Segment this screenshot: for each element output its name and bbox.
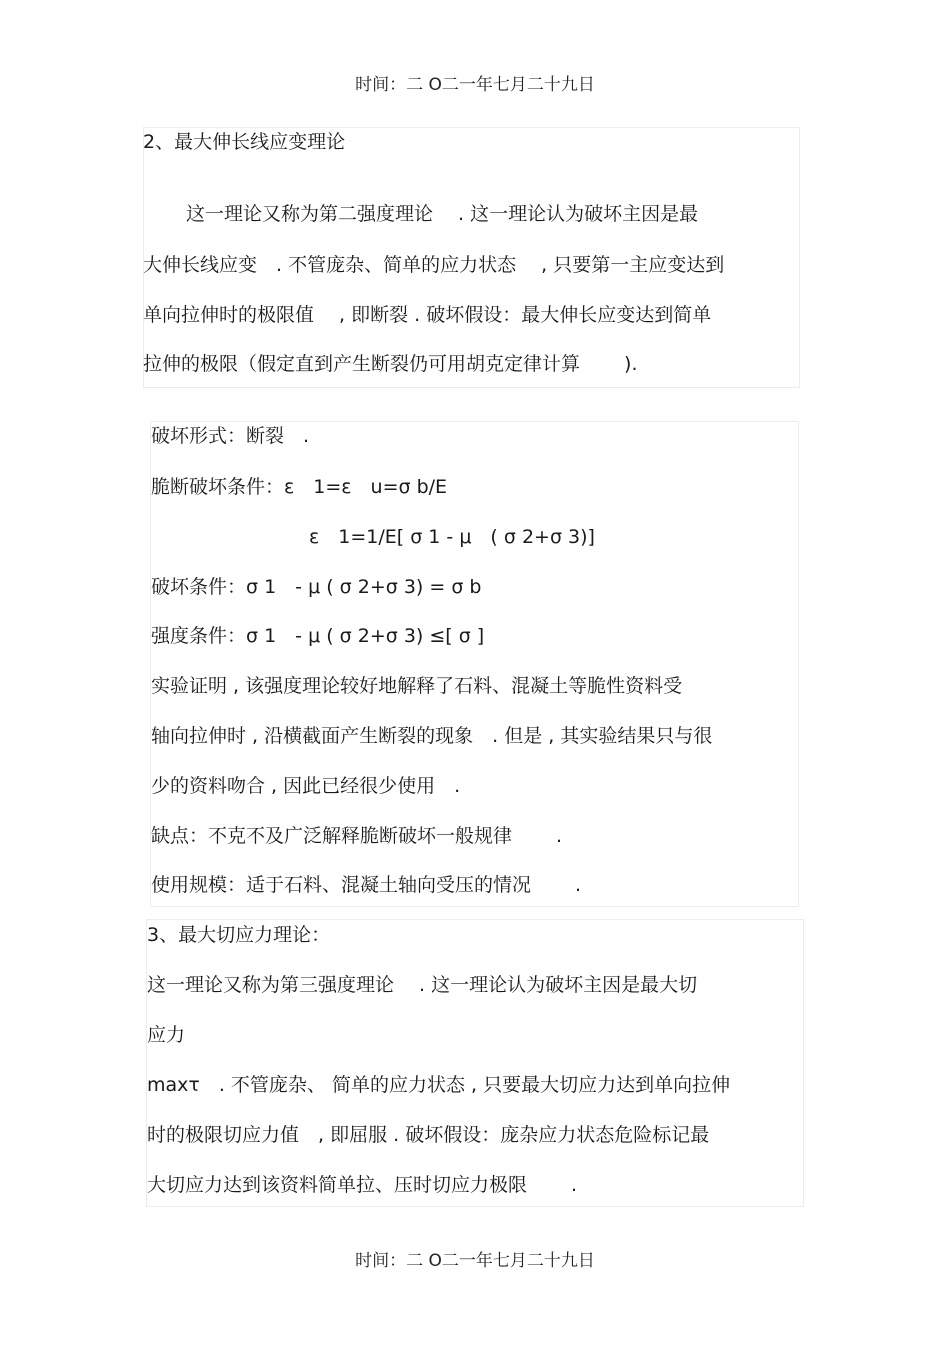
page-footer-date: 时间：二 O二一年七月二十九日	[355, 1251, 595, 1271]
section-2-paragraph-line: 拉伸的极限（假定直到产生断裂仍可用胡克定律计算 ).	[143, 353, 638, 375]
section-2-paragraph-line: 这一理论又称为第二强度理论 . 这一理论认为破坏主因是最	[186, 203, 699, 225]
drawback-line: 缺点：不克不及广泛解释脆断破坏一般规律 .	[151, 825, 563, 847]
section-2-title: 2、最大伸长线应变理论	[143, 131, 346, 153]
section-3-paragraph-line: 大切应力达到该资料简单拉、压时切应力极限 .	[147, 1174, 578, 1196]
page-header-date: 时间：二 O二一年七月二十九日	[355, 75, 595, 95]
section-3-box	[146, 919, 804, 1207]
brittle-failure-condition-line: 脆断破坏条件：ε 1=ε u=σ b/E	[151, 476, 448, 498]
experiment-text-line: 实验证明 , 该强度理论较好地解释了石料、混凝土等脆性资料受	[151, 675, 683, 697]
section-2-paragraph-line: 大伸长线应变 . 不管庞杂、简单的应力状态 , 只要第一主应变达到	[143, 254, 725, 276]
section-3-paragraph-line: 时的极限切应力值 , 即屈服 . 破坏假设：庞杂应力状态危险标记最	[147, 1124, 710, 1146]
section-2-paragraph-line: 单向拉伸时的极限值 , 即断裂 . 破坏假设：最大伸长应变达到简单	[143, 304, 712, 326]
section-3-paragraph-line: 应力	[147, 1024, 186, 1046]
strain-formula-line: ε 1=1/E[ σ 1 - μ ( σ 2+σ 3)]	[309, 526, 595, 548]
strength-condition-line: 强度条件：σ 1 - μ ( σ 2+σ 3) ≤[ σ ]	[151, 625, 485, 647]
experiment-text-line: 轴向拉伸时 , 沿横截面产生断裂的现象 . 但是 , 其实验结果只与很	[151, 725, 713, 747]
section-3-title: 3、最大切应力理论：	[147, 924, 331, 946]
experiment-text-line: 少的资料吻合 , 因此已经很少使用 .	[151, 775, 461, 797]
failure-form-line: 破坏形式：断裂 .	[151, 425, 310, 447]
section-3-paragraph-line: maxτ . 不管庞杂、 简单的应力状态 , 只要最大切应力达到单向拉伸	[147, 1074, 731, 1096]
section-3-paragraph-line: 这一理论又称为第三强度理论 . 这一理论认为破坏主因是最大切	[147, 974, 698, 996]
application-scope-line: 使用规模：适于石料、混凝土轴向受压的情况 .	[151, 874, 582, 896]
failure-condition-line: 破坏条件：σ 1 - μ ( σ 2+σ 3) = σ b	[151, 576, 482, 598]
